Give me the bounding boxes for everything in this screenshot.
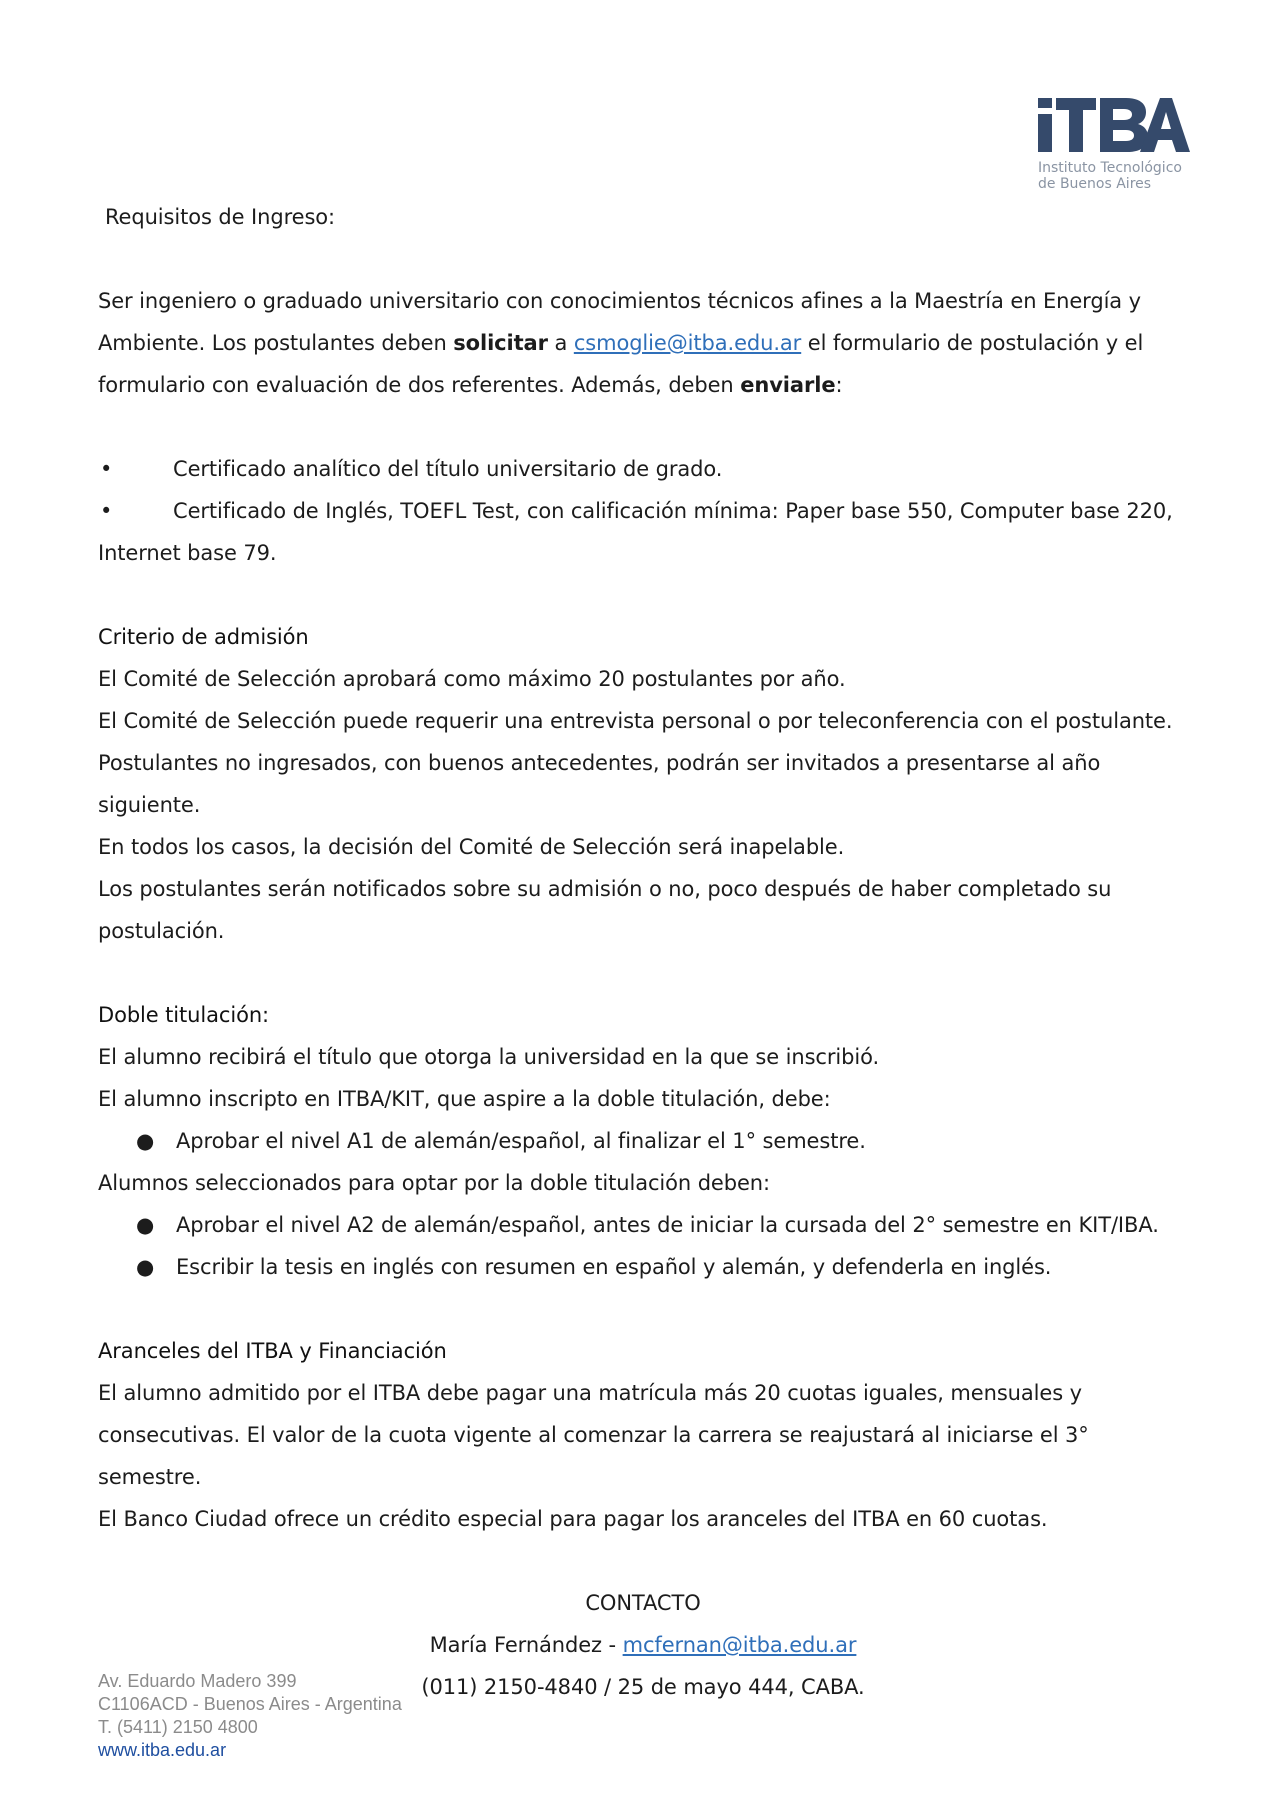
doble-bullet-1-text: Aprobar el nivel A1 de alemán/español, al finalizar el 1° semestre. — [176, 1129, 866, 1153]
footer-website-link[interactable]: www.itba.edu.ar — [98, 1740, 227, 1760]
requisitos-paragraph — [98, 280, 1188, 406]
bullet-icon: • — [100, 457, 113, 481]
requisitos-bullet-2 — [98, 490, 1188, 532]
footer — [98, 1670, 402, 1762]
aranceles-line-2: El Banco Ciudad ofrece un crédito especial para pagar los aranceles del ITBA en 60 cuotas. — [98, 1507, 1048, 1531]
requisitos-bullet-2-text: Certificado de Inglés, TOEFL Test, con calificación mínima: Paper base 550, Computer base 220, — [173, 499, 1173, 523]
doble-title: Doble titulación: — [98, 1003, 270, 1027]
criterio-line-1: El Comité de Selección aprobará como máximo 20 postulantes por año. — [98, 667, 846, 691]
requisitos-text-1: Ser ingeniero o graduado universitario con conocimientos técnicos afines a la Maestría en Energía y Ambiente. Los postulantes deben — [98, 289, 1141, 355]
logo-subtitle-line-1: Instituto Tecnológico — [1038, 160, 1182, 176]
itba-logo-mark — [1036, 96, 1190, 154]
document-body — [98, 196, 1188, 1708]
doble-bullet-1 — [98, 1120, 1188, 1162]
bullet-icon: ● — [136, 1255, 155, 1279]
criterio-line-2: El Comité de Selección puede requerir una entrevista personal o por teleconferencia con el postulante. — [98, 709, 1173, 733]
doble-bullet-2 — [98, 1204, 1188, 1246]
mcfernan-email-link[interactable]: mcfernan@itba.edu.ar — [622, 1633, 857, 1657]
requisitos-bullet-1-text: Certificado analítico del título universitario de grado. — [173, 457, 723, 481]
footer-address: Av. Eduardo Madero 399 — [98, 1671, 297, 1691]
requisitos-bullet-continuation: Internet base 79. — [98, 541, 277, 565]
requisitos-title: Requisitos de Ingreso: — [105, 205, 336, 229]
aranceles-line-1: El alumno admitido por el ITBA debe pagar una matrícula más 20 cuotas iguales, mensuales y consecutivas. El valor de la cuota vigente al comenzar la carrera se reajustará al iniciarse el 3° semestre. — [98, 1381, 1089, 1489]
contacto-name-line — [98, 1624, 1188, 1666]
contacto-phone-address: (011) 2150-4840 / 25 de mayo 444, CABA. — [421, 1675, 865, 1699]
doble-line-3: Alumnos seleccionados para optar por la doble titulación deben: — [98, 1171, 770, 1195]
doble-line-1: El alumno recibirá el título que otorga la universidad en la que se inscribió. — [98, 1045, 880, 1069]
doble-bullet-2-text: Aprobar el nivel A2 de alemán/español, antes de iniciar la cursada del 2° semestre en KIT/IBA. — [176, 1213, 1159, 1237]
logo-subtitle — [1038, 160, 1182, 192]
itba-logo — [1036, 96, 1196, 196]
aranceles-title: Aranceles del ITBA y Financiación — [98, 1339, 447, 1363]
bullet-icon: ● — [136, 1213, 155, 1237]
doble-bullet-3 — [98, 1246, 1188, 1288]
csmoglie-email-link[interactable]: csmoglie@itba.edu.ar — [573, 331, 802, 355]
doble-bullet-3-text: Escribir la tesis en inglés con resumen en español y alemán, y defenderla en inglés. — [176, 1255, 1052, 1279]
bullet-icon: • — [100, 499, 113, 523]
footer-phone: T. (5411) 2150 4800 — [98, 1717, 258, 1737]
logo-subtitle-line-2: de Buenos Aires — [1038, 176, 1152, 192]
requisitos-text-4: : — [835, 373, 843, 397]
contacto-name: María Fernández - — [429, 1633, 623, 1657]
criterio-line-3: Postulantes no ingresados, con buenos antecedentes, podrán ser invitados a presentarse al año siguiente. — [98, 751, 1101, 817]
criterio-line-5: Los postulantes serán notificados sobre su admisión o no, poco después de haber completado su postulación. — [98, 877, 1112, 943]
footer-city: C1106ACD - Buenos Aires - Argentina — [98, 1694, 402, 1714]
criterio-line-4: En todos los casos, la decisión del Comité de Selección será inapelable. — [98, 835, 845, 859]
contacto-title: CONTACTO — [585, 1591, 701, 1615]
requisitos-bullet-1 — [98, 448, 1188, 490]
bullet-icon: ● — [136, 1129, 155, 1153]
solicitar-bold: solicitar — [453, 331, 548, 355]
doble-line-2: El alumno inscripto en ITBA/KIT, que aspire a la doble titulación, debe: — [98, 1087, 831, 1111]
requisitos-text-3: el formulario de postulación y el formulario con evaluación de dos referentes. Además, deben — [98, 331, 1144, 397]
criterio-title: Criterio de admisión — [98, 625, 309, 649]
enviarle-bold: enviarle — [740, 373, 836, 397]
requisitos-text-2: a — [547, 331, 574, 355]
